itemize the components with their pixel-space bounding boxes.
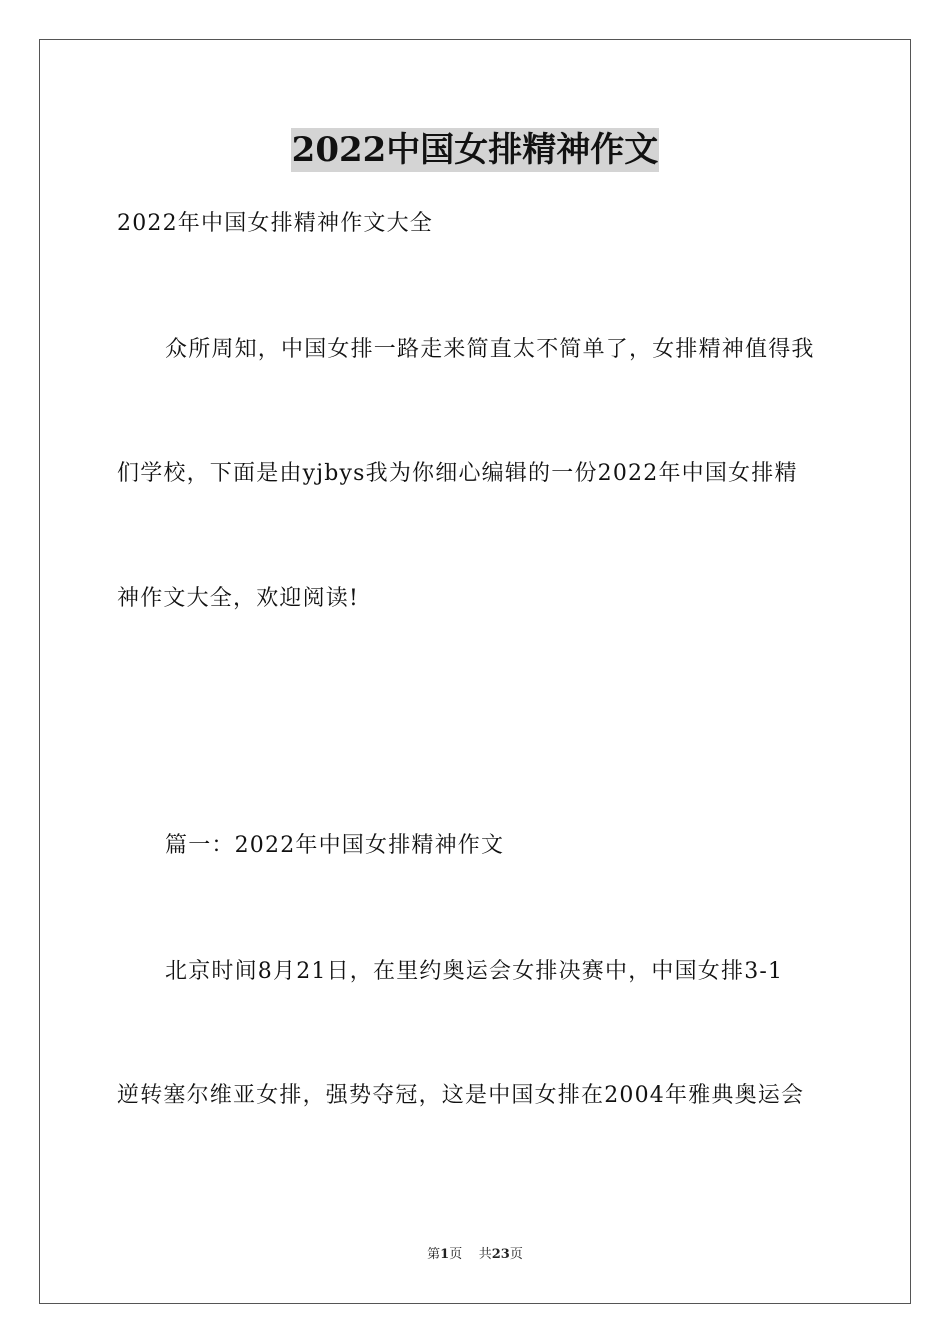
- page-footer: [0, 1246, 950, 1264]
- footer-page-suffix: 页: [449, 1247, 463, 1262]
- paragraph-line-1: 众所周知，中国女排一路走来简直太不简单了，女排精神值得我: [165, 337, 815, 362]
- footer-page-number: 1: [440, 1247, 450, 1262]
- section-heading: 篇一：2022年中国女排精神作文: [165, 833, 505, 858]
- document-title: 2022中国女排精神作文: [291, 130, 659, 170]
- title-container: [0, 128, 950, 172]
- paragraph-line-5: 逆转塞尔维亚女排，强势夺冠，这是中国女排在2004年雅典奥运会: [117, 1083, 805, 1108]
- footer-total-prefix: 共: [478, 1247, 492, 1262]
- footer-total-pages: 23: [491, 1247, 510, 1262]
- paragraph-line-3: 神作文大全，欢迎阅读!: [117, 586, 360, 611]
- footer-page-prefix: 第: [427, 1247, 441, 1262]
- subtitle-line: 2022年中国女排精神作文大全: [117, 211, 433, 236]
- paragraph-line-2: 们学校，下面是由yjbys我为你细心编辑的一份2022年中国女排精: [117, 461, 798, 486]
- paragraph-line-4: 北京时间8月21日，在里约奥运会女排决赛中，中国女排3-1: [165, 959, 784, 984]
- footer-total-suffix: 页: [509, 1247, 523, 1262]
